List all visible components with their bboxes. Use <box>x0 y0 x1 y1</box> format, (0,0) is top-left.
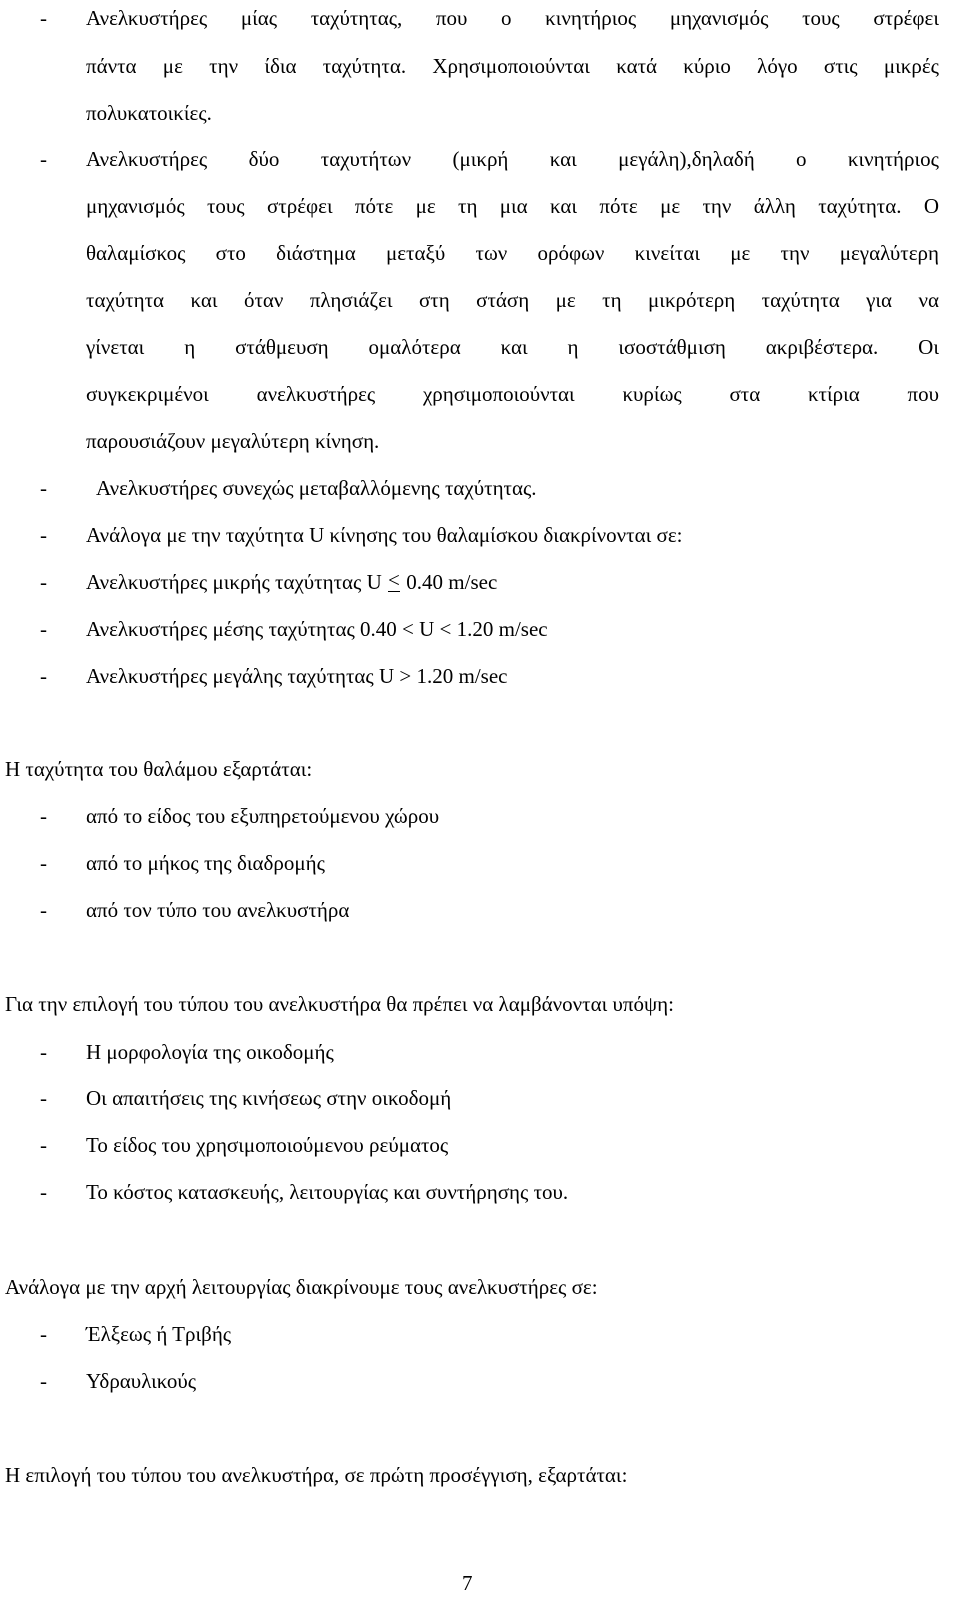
list-dash: - <box>40 1322 47 1346</box>
less-equal-symbol <box>387 568 401 596</box>
text-line: πολυκατοικίες. <box>86 101 212 125</box>
list-dash: - <box>40 1040 47 1064</box>
text-line: Ανελκυστήρες μίας ταχύτητας, που ο κινητήριος μηχανισμός τους στρέφει <box>86 6 939 30</box>
text-line: γίνεται η στάθμευση ομαλότερα και η ισοστάθμιση ακριβέστερα. Οι <box>86 335 939 359</box>
list-dash: - <box>40 851 47 875</box>
list-dash: - <box>40 1180 47 1204</box>
text-line: Το κόστος κατασκευής, λειτουργίας και συντήρησης του. <box>86 1180 569 1204</box>
list-dash: - <box>40 570 47 594</box>
text-line: θαλαμίσκος στο διάστημα μεταξύ των ορόφων κινείται με την μεγαλύτερη <box>86 241 939 265</box>
text-line: Ανελκυστήρες συνεχώς μεταβαλλόμενης ταχύτητας. <box>96 476 537 500</box>
list-dash: - <box>40 523 47 547</box>
section-heading: Η ταχύτητα του θαλάμου εξαρτάται: <box>5 757 313 781</box>
text-line: Ανελκυστήρες μέσης ταχύτητας 0.40 < U < 1.20 m/sec <box>86 617 548 641</box>
text-line: από το είδος του εξυπηρετούμενου χώρου <box>86 804 440 828</box>
text-line: Η μορφολογία της οικοδομής <box>86 1040 334 1064</box>
text-line: Το είδος του χρησιμοποιούμενου ρεύματος <box>86 1133 449 1157</box>
list-dash: - <box>40 898 47 922</box>
list-dash: - <box>40 476 47 500</box>
text-line: Ανάλογα με την ταχύτητα U κίνησης του θαλαμίσκου διακρίνονται σε: <box>86 523 683 547</box>
section-heading: Η επιλογή του τύπου του ανελκυστήρα, σε πρώτη προσέγγιση, εξαρτάται: <box>5 1463 628 1487</box>
text-line <box>86 568 497 596</box>
page-number: 7 <box>462 1571 473 1595</box>
text-line: Έλξεως ή Τριβής <box>86 1322 232 1346</box>
list-dash: - <box>40 147 47 171</box>
text-fragment: Ανελκυστήρες μικρής ταχύτητας U <box>86 570 382 594</box>
text-line: ταχύτητα και όταν πλησιάζει στη στάση με τη μικρότερη ταχύτητα για να <box>86 288 939 312</box>
section-heading: Για την επιλογή του τύπου του ανελκυστήρα θα πρέπει να λαμβάνονται υπόψη: <box>5 992 674 1016</box>
list-dash: - <box>40 617 47 641</box>
text-line: παρουσιάζουν μεγαλύτερη κίνηση. <box>86 429 380 453</box>
list-dash: - <box>40 664 47 688</box>
text-fragment: 0.40 m/sec <box>406 570 498 594</box>
text-line: πάντα με την ίδια ταχύτητα. Χρησιμοποιούνται κατά κύριο λόγο στις μικρές <box>86 54 939 78</box>
text-line: συγκεκριμένοι ανελκυστήρες χρησιμοποιούνται κυρίως στα κτίρια που <box>86 382 939 406</box>
text-line: μηχανισμός τους στρέφει πότε με τη μια και πότε με την άλλη ταχύτητα. Ο <box>86 194 939 218</box>
list-dash: - <box>40 1369 47 1393</box>
text-line: Ανελκυστήρες μεγάλης ταχύτητας U > 1.20 m/sec <box>86 664 508 688</box>
text-line: Ανελκυστήρες δύο ταχυτήτων (μικρή και μεγάλη),δηλαδή ο κινητήριος <box>86 147 939 171</box>
list-dash: - <box>40 804 47 828</box>
text-line: Υδραυλικούς <box>86 1369 197 1393</box>
section-heading: Ανάλογα με την αρχή λειτουργίας διακρίνουμε τους ανελκυστήρες σε: <box>5 1275 598 1299</box>
text-line: από το μήκος της διαδρομής <box>86 851 325 875</box>
text-line: από τον τύπο του ανελκυστήρα <box>86 898 350 922</box>
list-dash: - <box>40 1086 47 1110</box>
text-line: Οι απαιτήσεις της κινήσεως στην οικοδομή <box>86 1086 452 1110</box>
list-dash: - <box>40 1133 47 1157</box>
list-dash: - <box>40 6 47 30</box>
